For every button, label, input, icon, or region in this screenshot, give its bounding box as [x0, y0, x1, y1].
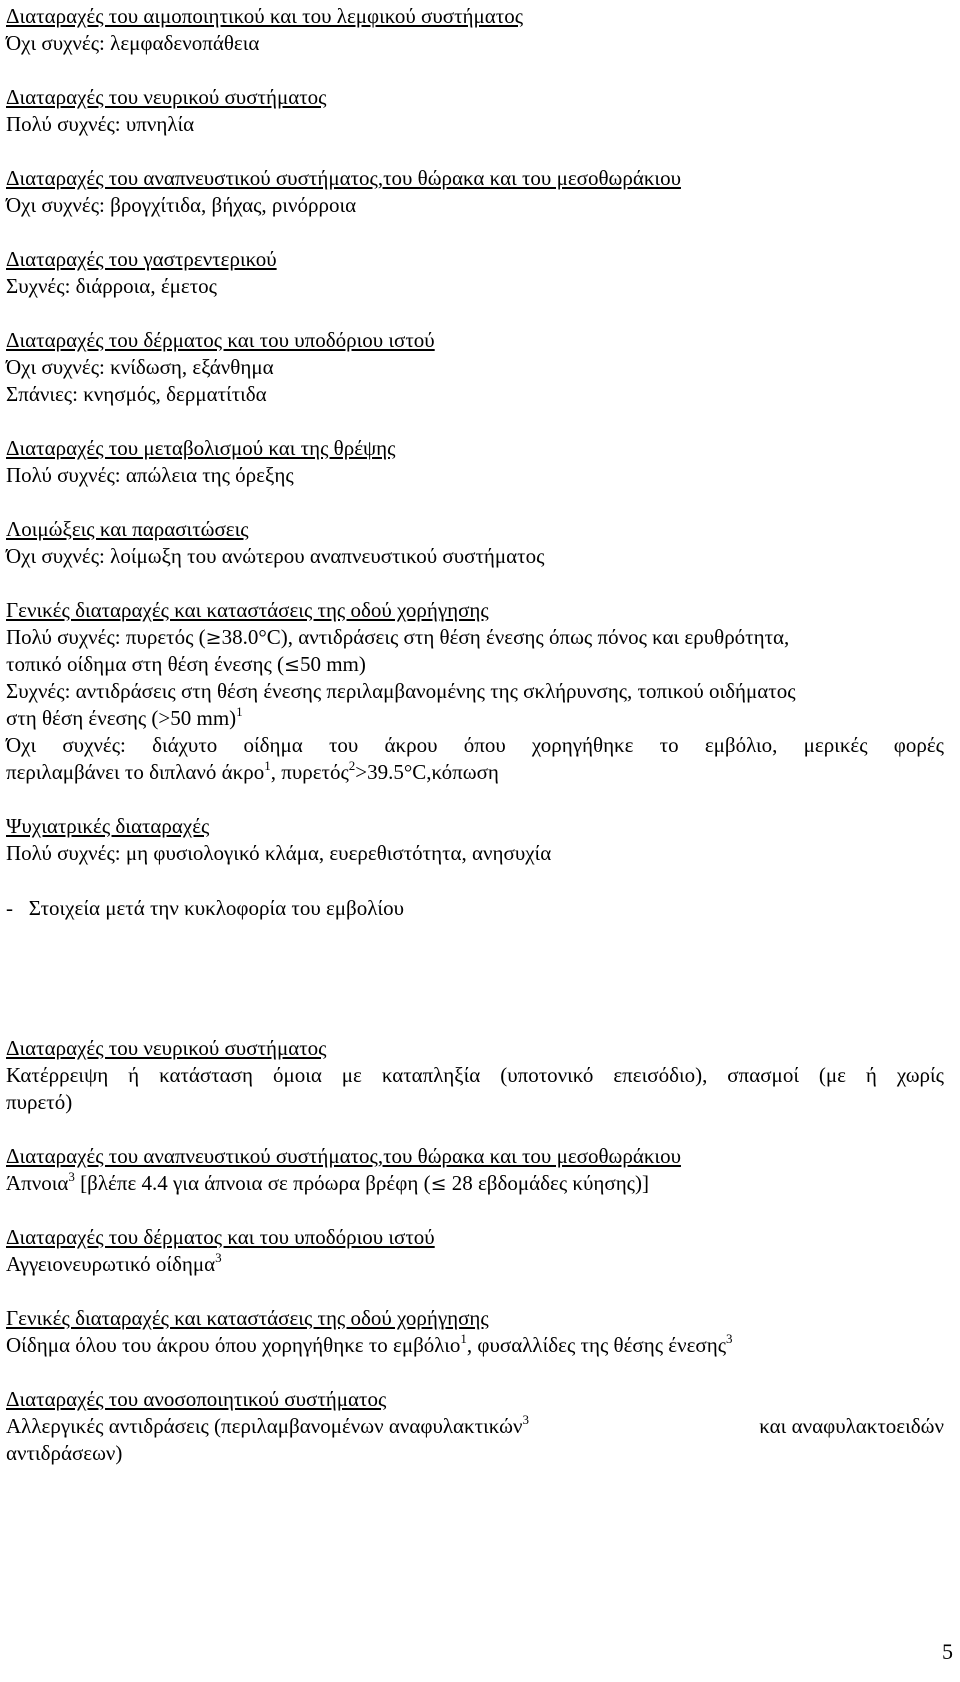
heading-general-disorders-2: Γενικές διαταραχές και καταστάσεις της οδού χορήγησης	[6, 1306, 489, 1330]
text-pruritus: Σπάνιες: κνησμός, δερματίτιδα	[6, 382, 267, 406]
text-apnoea-a: Άπνοια	[6, 1171, 69, 1195]
text-allergic-a	[6, 1413, 529, 1439]
heading-infections: Λοιμώξεις και παρασιτώσεις	[6, 517, 249, 541]
text-angioedema	[6, 1251, 222, 1277]
text-adjacent-limb-a: περιλαμβάνει το διπλανό άκρο	[6, 760, 265, 784]
text-angioedema-a: Αγγειονευρωτικό οίδημα	[6, 1252, 216, 1276]
text-limb-swelling-a: Οίδημα όλου του άκρου όπου χορηγήθηκε το εμβόλιο	[6, 1333, 461, 1357]
text-somnolence: Πολύ συχνές: υπνηλία	[6, 112, 195, 136]
heading-skin: Διαταραχές του δέρματος και του υποδόριου ιστού	[6, 328, 435, 352]
heading-nervous-system-2: Διαταραχές του νευρικού συστήματος	[6, 1036, 327, 1060]
heading-nervous-system: Διαταραχές του νευρικού συστήματος	[6, 85, 327, 109]
text-urticaria: Όχι συχνές: κνίδωση, εξάνθημα	[6, 355, 274, 379]
text-apnoea-b: [βλέπε 4.4 για άπνοια σε πρόωρα βρέφη (	[74, 1171, 431, 1195]
text-apnoea	[6, 1170, 649, 1197]
text-abnormal-crying: Πολύ συχνές: μη φυσιολογικό κλάμα, ευερεθιστότητα, ανησυχία	[6, 841, 552, 865]
text-appetite-loss: Πολύ συχνές: απώλεια της όρεξης	[6, 463, 294, 487]
text-adjacent-limb-b: , πυρετός	[270, 760, 349, 784]
text-limb-swelling-b: , φυσαλλίδες της θέσης ένεσης	[466, 1333, 727, 1357]
heading-immune-system: Διαταραχές του ανοσοποιητικού συστήματος	[6, 1387, 387, 1411]
text-allergic-b: και αναφυλακτοειδών	[759, 1414, 944, 1438]
text-local-swelling-b: 50 mm)	[299, 652, 366, 676]
heading-psychiatric: Ψυχιατρικές διαταραχές	[6, 814, 210, 838]
footnote-ref: 1	[236, 704, 243, 719]
greater-equal-symbol: ≥	[205, 627, 222, 649]
footnote-ref: 3	[726, 1331, 733, 1346]
less-equal-symbol: ≤	[430, 1173, 447, 1195]
heading-metabolism: Διαταραχές του μεταβολισμού και της θρέψης	[6, 436, 396, 460]
text-apnoea-c: 28 εβδομάδες κύησης)]	[446, 1171, 649, 1195]
less-equal-symbol: ≤	[284, 654, 300, 676]
footnote-ref: 1	[460, 1331, 467, 1346]
text-local-swelling	[6, 651, 366, 678]
footnote-ref: 1	[264, 758, 271, 773]
text-allergic-a-text: Αλλεργικές αντιδράσεις (περιλαμβανομένων αναφυλακτικών	[6, 1414, 523, 1438]
footnote-ref: 3	[522, 1412, 529, 1427]
text-limb-swelling	[6, 1332, 733, 1358]
text-allergic-reactions	[6, 1413, 944, 1439]
text-fever	[6, 624, 789, 651]
heading-general-disorders: Γενικές διαταραχές και καταστάσεις της οδού χορήγησης	[6, 598, 489, 622]
text-adjacent-limb-c: >39.5°C,κόπωση	[355, 760, 499, 784]
footnote-ref: 2	[348, 758, 356, 773]
text-bronchitis: Όχι συχνές: βρογχίτιδα, βήχας, ρινόρροια	[6, 193, 357, 217]
text-local-swelling-a: τοπικό οίδημα στη θέση ένεσης (	[6, 652, 285, 676]
text-allergic-c: αντιδράσεων)	[6, 1441, 123, 1465]
footnote-ref: 3	[215, 1250, 222, 1265]
text-injection-site	[6, 705, 243, 731]
text-injection-site-a: στη θέση ένεσης (>50 mm)	[6, 706, 237, 730]
text-adjacent-limb	[6, 759, 499, 785]
text-upper-respiratory-infection: Όχι συχνές: λοίμωξη του ανώτερου αναπνευστικού συστήματος	[6, 544, 545, 568]
heading-respiratory-2: Διαταραχές του αναπνευστικού συστήματος,του θώρακα και του μεσοθωράκιου	[6, 1144, 681, 1168]
text-collapse-a: Κατέρρειψη ή κατάσταση όμοια με καταπληξία (υποτονικό επεισόδιο), σπασμοί (με ή χωρίς	[6, 1063, 944, 1087]
page-number: 5	[942, 1639, 953, 1664]
heading-blood-lymphatic: Διαταραχές του αιμοποιητικού και του λεμφικού συστήματος	[6, 4, 524, 28]
text-collapse-b: πυρετό)	[6, 1090, 73, 1114]
text-diffuse-swelling: Όχι συχνές: διάχυτο οίδημα του άκρου όπου χορηγήθηκε το εμβόλιο, μερικές φορές	[6, 733, 944, 757]
text-lymphadenopathy: Όχι συχνές: λεμφαδενοπάθεια	[6, 31, 260, 55]
heading-skin-2: Διαταραχές του δέρματος και του υποδόριου ιστού	[6, 1225, 435, 1249]
text-fever-b: 38.0°C), αντιδράσεις στη θέση ένεσης όπως πόνος και ερυθρότητα,	[221, 625, 790, 649]
heading-respiratory: Διαταραχές του αναπνευστικού συστήματος,του θώρακα και του μεσοθωράκιου	[6, 166, 681, 190]
footnote-ref: 3	[68, 1169, 75, 1184]
heading-post-marketing: - Στοιχεία μετά την κυκλοφορία του εμβολίου	[6, 896, 404, 920]
text-fever-a: Πολύ συχνές: πυρετός (	[6, 625, 206, 649]
heading-gastrointestinal: Διαταραχές του γαστρεντερικού	[6, 247, 277, 271]
text-injection-reactions: Συχνές: αντιδράσεις στη θέση ένεσης περιλαμβανομένης της σκλήρυνσης, τοπικού οιδήματος	[6, 679, 796, 703]
text-diarrhoea: Συχνές: διάρροια, έμετος	[6, 274, 217, 298]
